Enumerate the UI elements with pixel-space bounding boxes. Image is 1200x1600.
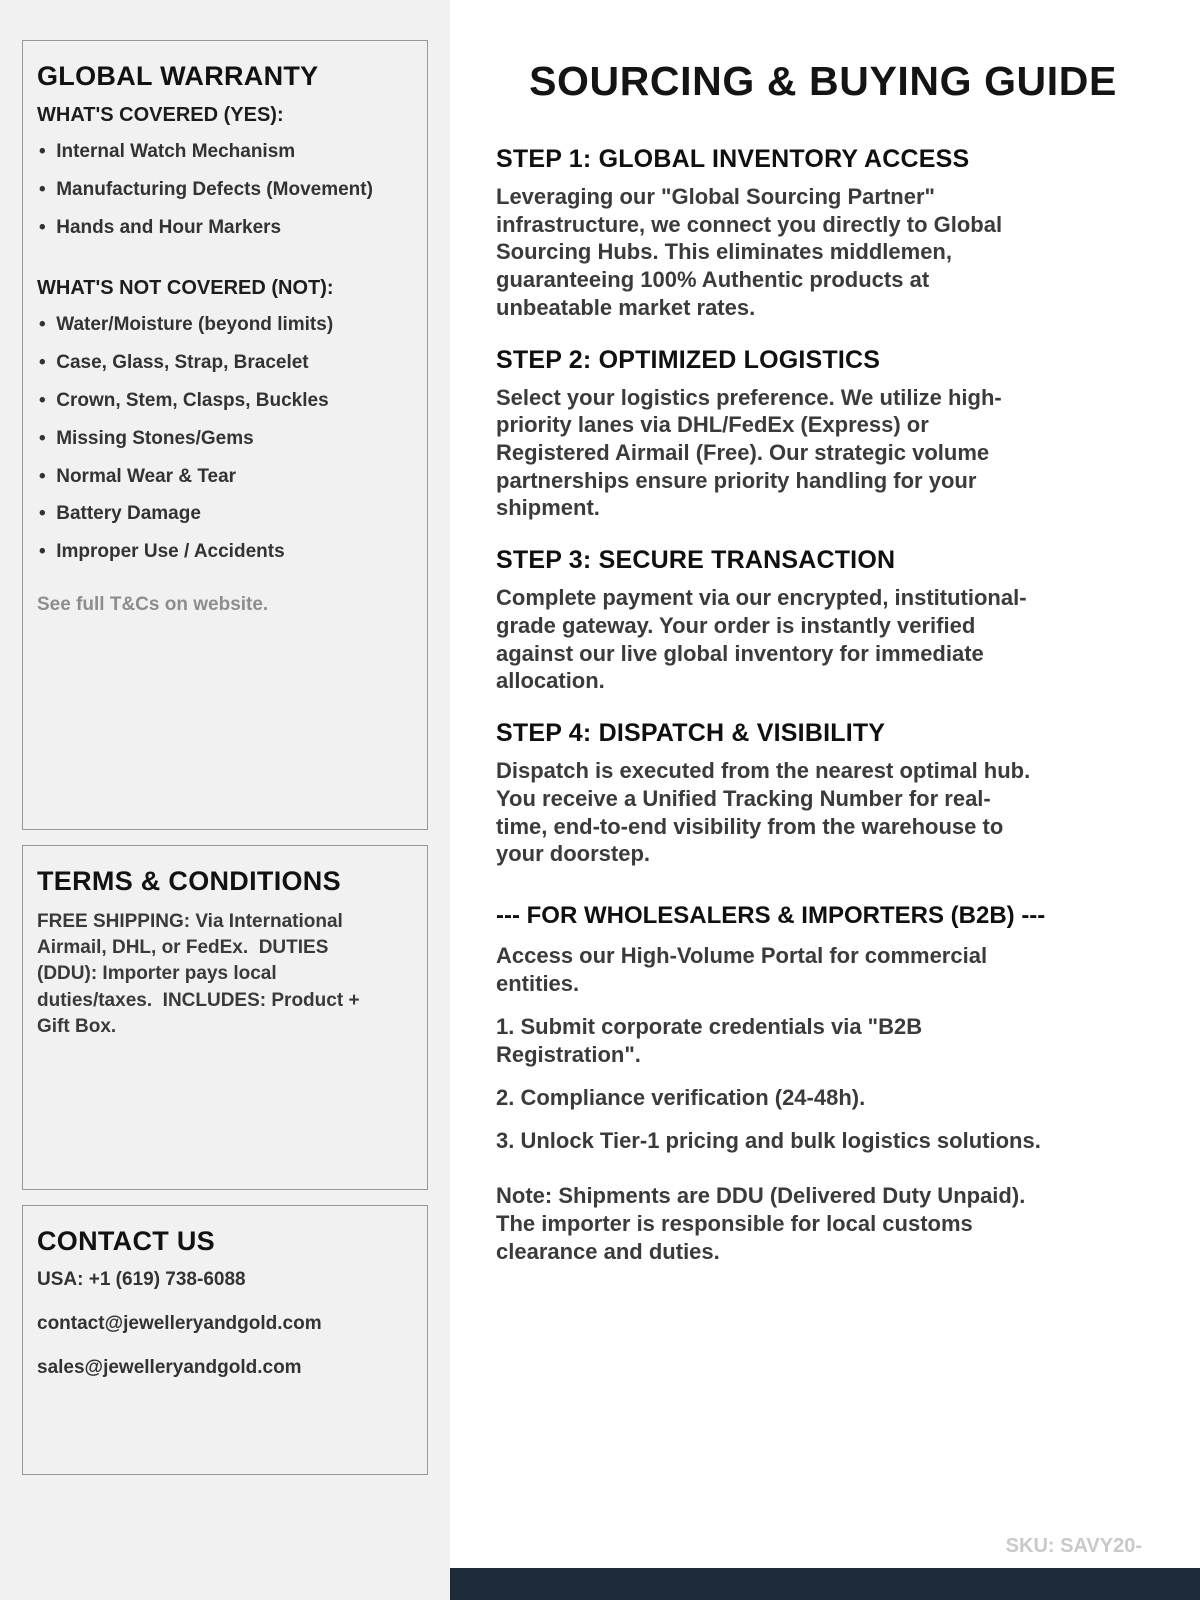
warranty-title: GLOBAL WARRANTY [37, 61, 319, 91]
not-covered-item: • Case, Glass, Strap, Bracelet [39, 352, 411, 375]
page-title: SOURCING & BUYING GUIDE [529, 58, 1117, 104]
step-4 [496, 719, 1150, 868]
covered-heading: WHAT'S COVERED (YES): [37, 104, 284, 126]
covered-item: • Manufacturing Defects (Movement) [39, 179, 411, 202]
main-content [450, 0, 1200, 1600]
terms-panel [22, 845, 428, 1190]
warranty-footnote: See full T&Cs on website. [37, 593, 269, 615]
not-covered-item: • Water/Moisture (beyond limits) [39, 314, 411, 337]
sales-email: sales@jewelleryandgold.com [37, 1357, 302, 1378]
b2b-note: Note: Shipments are DDU (Delivered Duty Unpaid). The importer is responsible for local customs clearance and duties. [496, 1183, 1026, 1264]
not-covered-item: • Improper Use / Accidents [39, 541, 411, 564]
step-4-heading: STEP 4: DISPATCH & VISIBILITY [496, 719, 886, 748]
not-covered-heading: WHAT'S NOT COVERED (NOT): [37, 277, 334, 300]
not-covered-item: • Normal Wear & Tear [39, 466, 411, 489]
not-covered-item: • Crown, Stem, Clasps, Buckles [39, 390, 411, 413]
step-1-body: Leveraging our "Global Sourcing Partner" infrastructure, we connect you directly to Global Sourcing Hubs. This eliminates middlemen, guaranteeing 100% Authentic products at unbeatable market rates. [496, 184, 1003, 320]
step-2-body: Select your logistics preference. We utilize high-priority lanes via DHL/FedEx (Express) or Registered Airmail (Free). Our strategic volume partnerships ensure priority handling for your shipment. [496, 384, 1002, 521]
b2b-step: 2. Compliance verification (24-48h). [496, 1084, 866, 1110]
covered-item: • Internal Watch Mechanism [39, 141, 411, 164]
contact-phone: USA: +1 (619) 738-6088 [37, 1269, 246, 1290]
step-4-body: Dispatch is executed from the nearest optimal hub. You receive a Unified Tracking Number for real-time, end-to-end visibility from the warehouse to your doorstep. [496, 758, 1031, 867]
sidebar [0, 0, 450, 1600]
step-3-body: Complete payment via our encrypted, institutional-grade gateway. Your order is instantly verified against our live global inventory for immediate allocation. [496, 585, 1027, 694]
not-covered-item: • Battery Damage [39, 503, 411, 526]
warranty-panel [22, 40, 428, 830]
b2b-intro: Access our High-Volume Portal for commercial entities. [496, 942, 988, 996]
step-2-heading: STEP 2: OPTIMIZED LOGISTICS [496, 345, 881, 374]
terms-body: FREE SHIPPING: Via International Airmail, DHL, or FedEx. DUTIES (DDU): Importer pays local duties/taxes. INCLUDES: Product + Gift Box. [37, 911, 365, 1037]
contact-title: CONTACT US [37, 1226, 215, 1256]
step-2 [496, 346, 1150, 523]
b2b-heading: --- FOR WHOLESALERS & IMPORTERS (B2B) --- [496, 901, 1046, 929]
covered-item: • Hands and Hour Markers [39, 217, 411, 240]
b2b-section [496, 902, 1150, 1265]
terms-title: TERMS & CONDITIONS [37, 866, 341, 896]
contact-email: contact@jewelleryandgold.com [37, 1313, 322, 1334]
b2b-step: 1. Submit corporate credentials via "B2B Registration". [496, 1014, 923, 1068]
footer-bar [450, 1568, 1200, 1600]
step-3-heading: STEP 3: SECURE TRANSACTION [496, 546, 896, 575]
contact-panel [22, 1205, 428, 1475]
sku-label: SKU: SAVY20- [1005, 1535, 1142, 1557]
step-1 [496, 145, 1150, 322]
b2b-step: 3. Unlock Tier-1 pricing and bulk logistics solutions. [496, 1127, 1041, 1153]
step-1-heading: STEP 1: GLOBAL INVENTORY ACCESS [496, 145, 970, 173]
step-3 [496, 546, 1150, 695]
not-covered-item: • Missing Stones/Gems [39, 428, 411, 451]
